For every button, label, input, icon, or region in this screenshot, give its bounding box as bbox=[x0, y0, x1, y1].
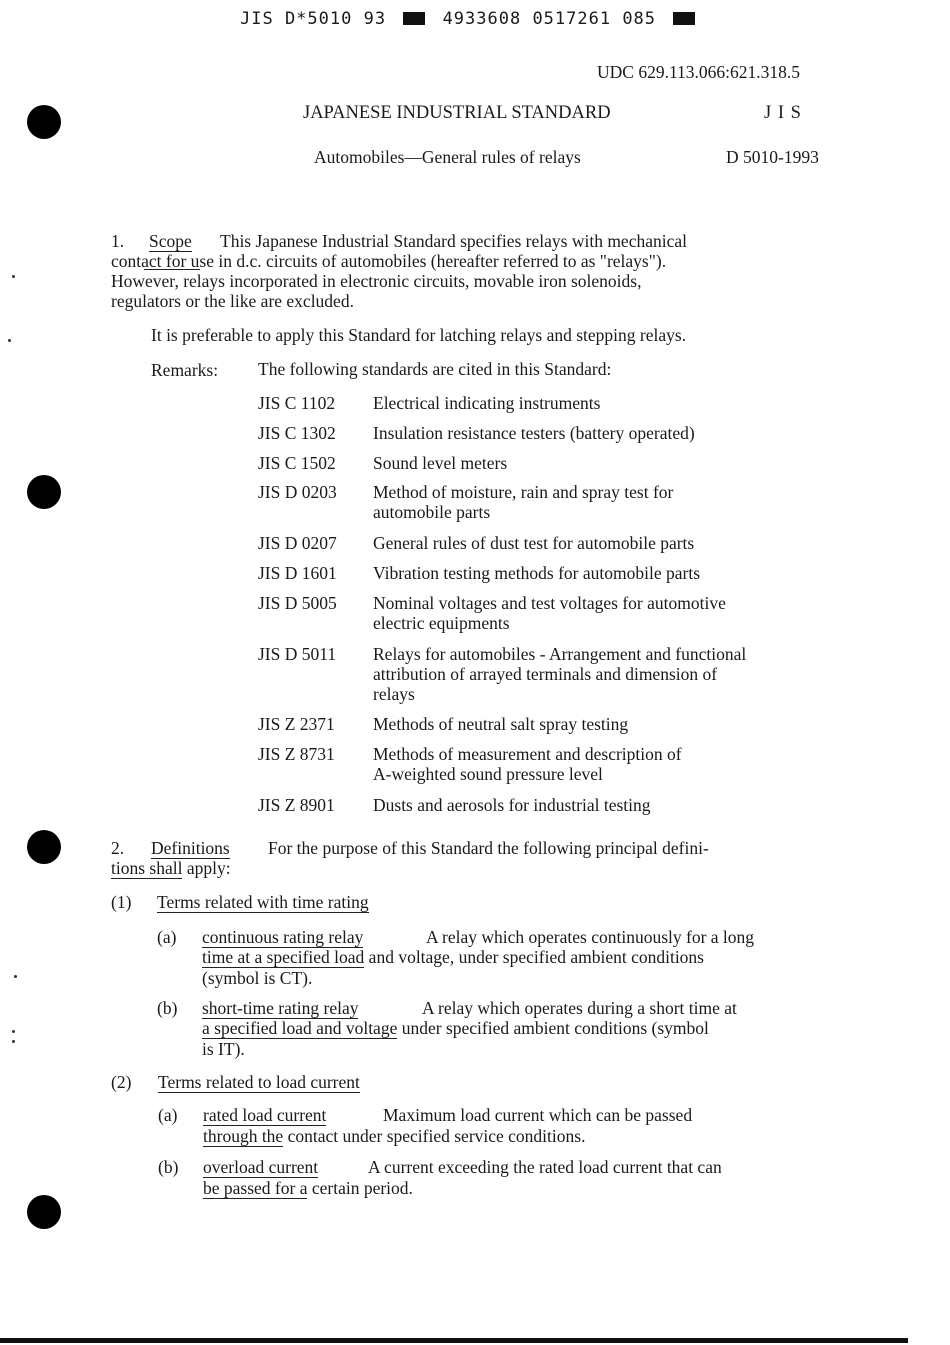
cited-title-cont: A-weighted sound pressure level bbox=[373, 764, 603, 784]
cited-code: JIS Z 8901 bbox=[258, 795, 335, 815]
definition-underlined-fragment: time at a specified load bbox=[202, 947, 365, 967]
scope-line-3: However, relays incorporated in electronic circuits, movable iron solenoids, bbox=[111, 271, 642, 291]
definition-underlined-fragment: a specified load and voltage bbox=[202, 1018, 398, 1038]
punch-hole-2 bbox=[27, 475, 61, 509]
speck bbox=[8, 339, 11, 342]
cited-code: JIS C 1302 bbox=[258, 423, 336, 443]
speck bbox=[12, 1040, 15, 1043]
definition-text: A relay which operates during a short time at bbox=[422, 998, 737, 1018]
header-code bbox=[240, 9, 695, 29]
cited-title-cont: electric equipments bbox=[373, 613, 510, 633]
cited-title: Dusts and aerosols for industrial testing bbox=[373, 795, 651, 815]
definitions-line-2 bbox=[111, 858, 231, 878]
definition-text: Maximum load current which can be passed bbox=[383, 1105, 693, 1125]
item-letter: (b) bbox=[157, 998, 178, 1018]
definitions-line-2-rest: apply: bbox=[182, 858, 231, 878]
group-1-number: (1) bbox=[111, 892, 132, 912]
cited-code: JIS D 0207 bbox=[258, 533, 337, 553]
definition-underlined-fragment: through the bbox=[203, 1126, 284, 1146]
group-1-title: Terms related with time rating bbox=[157, 892, 369, 912]
definition-text: A current exceeding the rated load current that can bbox=[368, 1157, 722, 1177]
definition-text: A relay which operates continuously for a long bbox=[426, 927, 755, 947]
section-1-heading: Scope bbox=[149, 231, 192, 251]
cited-code: JIS C 1502 bbox=[258, 453, 336, 473]
document-subtitle: Automobiles—General rules of relays bbox=[314, 147, 581, 167]
cited-title: Insulation resistance testers (battery operated) bbox=[373, 423, 695, 443]
header-code-mid: 4933608 0517261 085 bbox=[442, 9, 657, 29]
punch-hole-1 bbox=[27, 105, 61, 139]
standard-title: JAPANESE INDUSTRIAL STANDARD bbox=[303, 103, 611, 123]
group-2-number: (2) bbox=[111, 1072, 132, 1092]
cited-title: Methods of neutral salt spray testing bbox=[373, 714, 629, 734]
speck bbox=[12, 1030, 15, 1033]
group-2-title: Terms related to load current bbox=[158, 1072, 360, 1092]
speck bbox=[14, 975, 17, 978]
cited-title: Method of moisture, rain and spray test for bbox=[373, 482, 674, 502]
header-code-prefix: JIS D*5010 93 bbox=[240, 9, 387, 29]
punch-hole-3 bbox=[27, 830, 61, 864]
standard-number: D 5010-1993 bbox=[726, 147, 819, 167]
cited-title-cont: automobile parts bbox=[373, 502, 491, 522]
remarks-text: The following standards are cited in this Standard: bbox=[258, 359, 612, 379]
definition-text-line-3: (symbol is CT). bbox=[202, 968, 313, 988]
definition-term: overload current bbox=[203, 1157, 319, 1177]
scope-paragraph-2: It is preferable to apply this Standard for latching relays and stepping relays. bbox=[151, 325, 687, 345]
cited-code: JIS Z 2371 bbox=[258, 714, 335, 734]
scope-line-1: This Japanese Industrial Standard specifies relays with mechanical bbox=[220, 231, 687, 251]
cited-title: General rules of dust test for automobile parts bbox=[373, 533, 695, 553]
item-letter: (b) bbox=[158, 1157, 179, 1177]
definition-term: short-time rating relay bbox=[202, 998, 359, 1018]
section-1-number: 1. bbox=[111, 231, 125, 251]
item-letter: (a) bbox=[157, 927, 177, 947]
udc-code: UDC 629.113.066:621.318.5 bbox=[597, 62, 801, 82]
cited-code: JIS D 5005 bbox=[258, 593, 337, 613]
cited-title-cont: relays bbox=[373, 684, 415, 704]
scope-line-4: regulators or the like are excluded. bbox=[111, 291, 354, 311]
barcode-block bbox=[673, 12, 695, 25]
page-bottom-edge bbox=[0, 1338, 908, 1343]
definition-term: rated load current bbox=[203, 1105, 327, 1125]
definitions-line-1: For the purpose of this Standard the following principal defini- bbox=[268, 838, 709, 858]
cited-code: JIS D 5011 bbox=[258, 644, 337, 664]
barcode-block bbox=[403, 12, 425, 25]
cited-title: Relays for automobiles - Arrangement and functional bbox=[373, 644, 747, 664]
jis-mark: J I S bbox=[764, 103, 802, 123]
definition-rest: certain period. bbox=[307, 1178, 413, 1198]
definition-underlined-fragment: be passed for a bbox=[203, 1178, 308, 1198]
cited-code: JIS D 1601 bbox=[258, 563, 337, 583]
speck bbox=[12, 275, 15, 278]
definition-text-line-3: is IT). bbox=[202, 1039, 245, 1059]
cited-code: JIS Z 8731 bbox=[258, 744, 335, 764]
cited-title: Nominal voltages and test voltages for automotive bbox=[373, 593, 726, 613]
scope-line-2: contact for use in d.c. circuits of automobiles (hereafter referred to as "relays"). bbox=[111, 251, 667, 271]
cited-code: JIS D 0203 bbox=[258, 482, 337, 502]
definition-rest: and voltage, under specified ambient conditions bbox=[364, 947, 704, 967]
cited-title: Sound level meters bbox=[373, 453, 508, 473]
definition-text-line-2 bbox=[202, 1018, 709, 1038]
cited-title: Electrical indicating instruments bbox=[373, 393, 601, 413]
definition-rest: under specified ambient conditions (symbol bbox=[397, 1018, 709, 1038]
definition-term: continuous rating relay bbox=[202, 927, 364, 947]
cited-title: Vibration testing methods for automobile parts bbox=[373, 563, 701, 583]
section-2-number: 2. bbox=[111, 838, 125, 858]
section-2-heading: Definitions bbox=[151, 838, 230, 858]
definition-text-line-2 bbox=[203, 1126, 585, 1146]
cited-title-cont: attribution of arrayed terminals and dimension of bbox=[373, 664, 718, 684]
definitions-line-2-underlined: tions shall bbox=[111, 858, 183, 878]
definition-rest: contact under specified service conditions. bbox=[283, 1126, 586, 1146]
item-letter: (a) bbox=[158, 1105, 178, 1125]
cited-title: Methods of measurement and description of bbox=[373, 744, 682, 764]
definition-text-line-2 bbox=[202, 947, 704, 967]
definition-text-line-2 bbox=[203, 1178, 413, 1198]
punch-hole-4 bbox=[27, 1195, 61, 1229]
remarks-label: Remarks: bbox=[151, 360, 219, 380]
cited-code: JIS C 1102 bbox=[258, 393, 336, 413]
